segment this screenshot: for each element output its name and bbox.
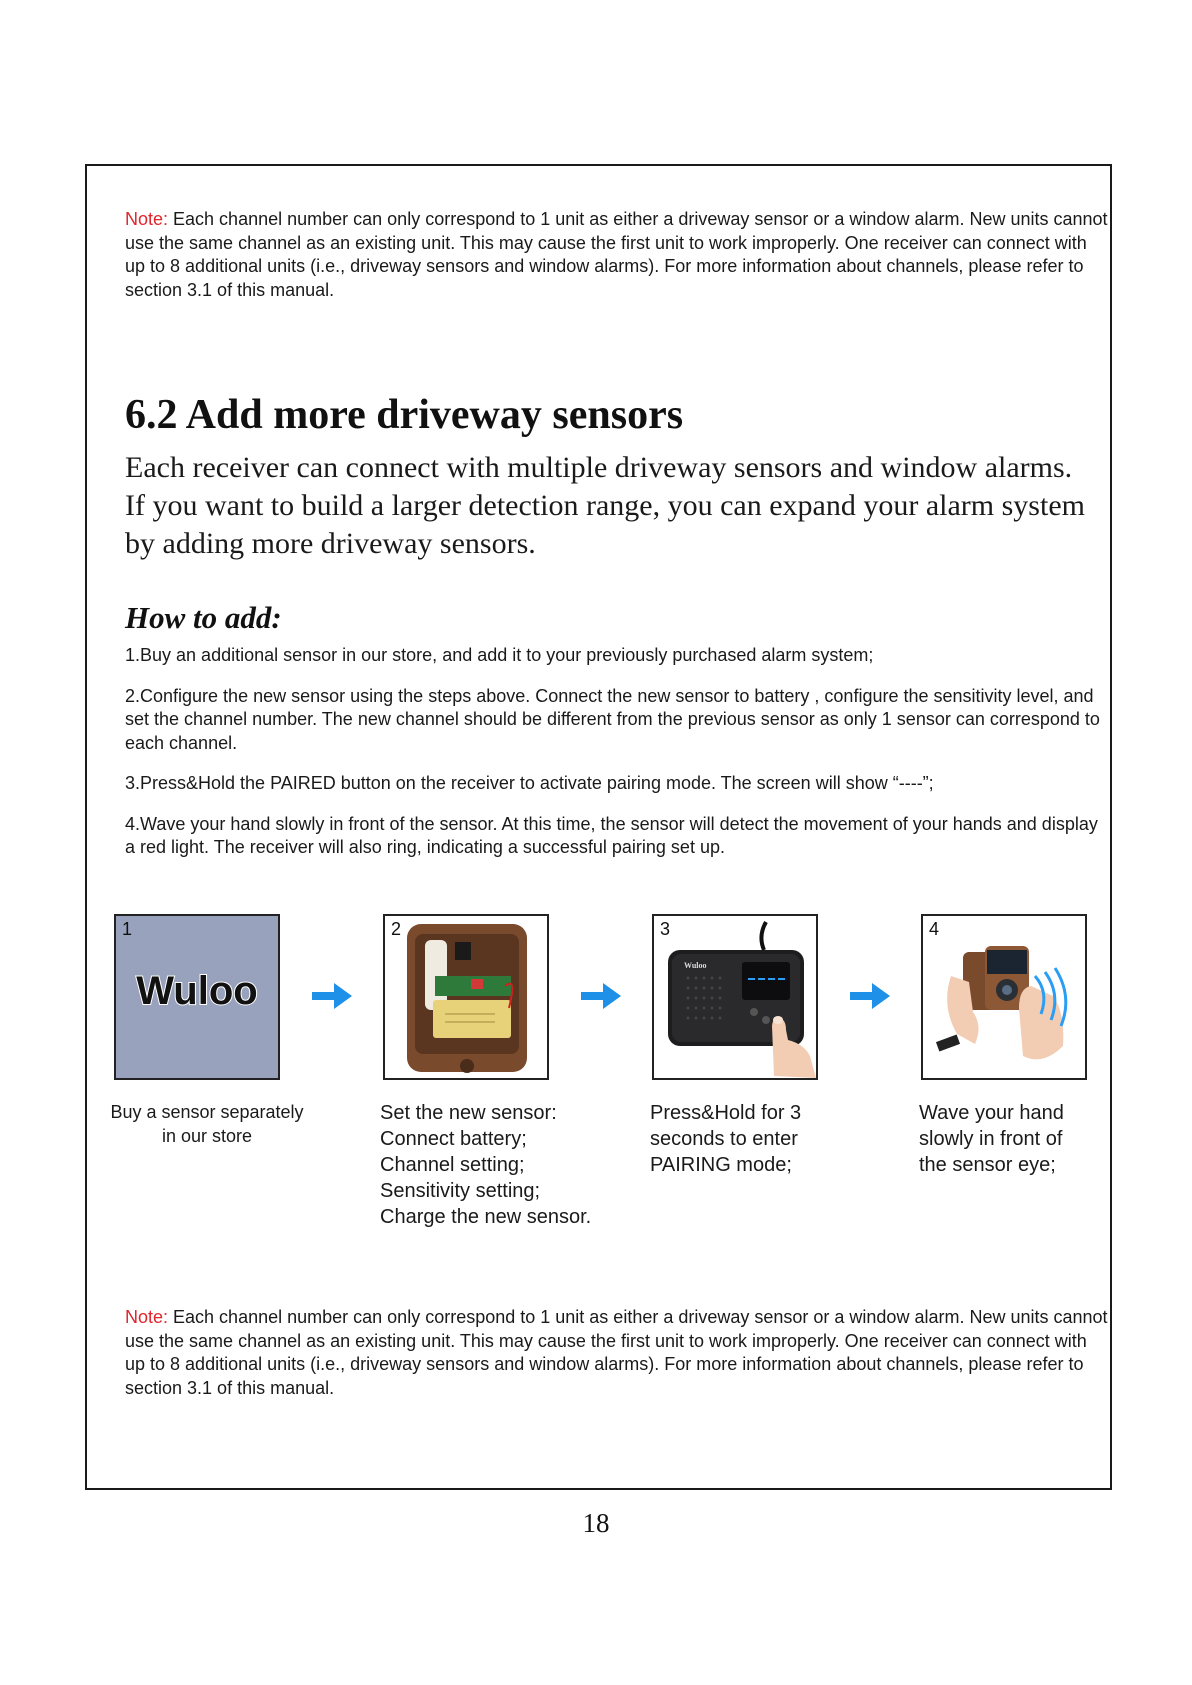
- figure-4-caption: Wave your hand slowly in front of the sensor eye;: [919, 1102, 1064, 1176]
- figure-3-caption: Press&Hold for 3 seconds to enter PAIRING mode;: [650, 1102, 802, 1176]
- figure-2-caption: Set the new sensor: Connect battery; Channel setting; Sensitivity setting; Charge the new sensor.: [380, 1102, 592, 1228]
- section-intro: Each receiver can connect with multiple driveway sensors and window alarms. If you want to build a larger detection range, you can expand your alarm system by adding more driveway sensors.: [125, 451, 1085, 560]
- how-to-add-title: How to add:: [125, 600, 282, 635]
- note-text: Each channel number can only correspond to 1 unit as either a driveway sensor or a window alarm. New units cannot use the same channel as an existing unit. This may cause the first unit to work improperly. One receiver can connect with up to 8 additional units (i.e., driveway sensors and window alarms). For more information about channels, please refer to section 3.1 of this manual.: [125, 209, 1108, 300]
- note-label: Note:: [125, 1307, 169, 1327]
- page-frame: [85, 164, 1112, 1490]
- open-sensor-image: [385, 916, 547, 1078]
- note-top: [125, 208, 1110, 302]
- step-4: 4.Wave your hand slowly in front of the sensor. At this time, the sensor will detect the movement of your hands and display a red light. The receiver will also ring, indicating a successful pairing set up.: [125, 813, 1098, 857]
- figure-2-open-sensor: [383, 914, 549, 1080]
- brand-logo-image: [116, 916, 278, 1078]
- note-label: Note:: [125, 209, 169, 229]
- figure-1-caption: Buy a sensor separately in our store: [110, 1102, 304, 1146]
- figure-number: 2: [391, 919, 402, 939]
- step-2: 2.Configure the new sensor using the steps above. Connect the new sensor to battery , configure the sensitivity level, and set the channel number. The new channel should be different from the previous sensor as only 1 sensor can correspond to each channel.: [125, 685, 1100, 753]
- brand-logo-text: Wuloo: [136, 969, 258, 1013]
- wave-hand-image: [923, 916, 1085, 1078]
- figure-number: 4: [929, 919, 940, 939]
- receiver-brand-text: Wuloo: [684, 961, 707, 970]
- step-3: 3.Press&Hold the PAIRED button on the receiver to activate pairing mode. The screen will show “----”;: [125, 773, 934, 793]
- arrow-right-icon: [310, 981, 354, 1011]
- section-heading: 6.2 Add more driveway sensors: [125, 392, 684, 438]
- figure-number: 1: [122, 919, 133, 939]
- note-bottom: [125, 1306, 1110, 1400]
- step-1: 1.Buy an additional sensor in our store, and add it to your previously purchased alarm system;: [125, 645, 874, 665]
- figure-number: 3: [660, 919, 671, 939]
- arrow-right-icon: [848, 981, 892, 1011]
- figure-1-brand-logo: [114, 914, 280, 1080]
- figure-4-wave-hand: [921, 914, 1087, 1080]
- page-number: 18: [582, 1508, 610, 1538]
- arrow-right-icon: [579, 981, 623, 1011]
- steps-list: [125, 644, 1110, 877]
- figure-3-receiver: [652, 914, 818, 1080]
- receiver-image: [654, 916, 816, 1078]
- note-text: Each channel number can only correspond to 1 unit as either a driveway sensor or a window alarm. New units cannot use the same channel as an existing unit. This may cause the first unit to work improperly. One receiver can connect with up to 8 additional units (i.e., driveway sensors and window alarms). For more information about channels, please refer to section 3.1 of this manual.: [125, 1307, 1108, 1398]
